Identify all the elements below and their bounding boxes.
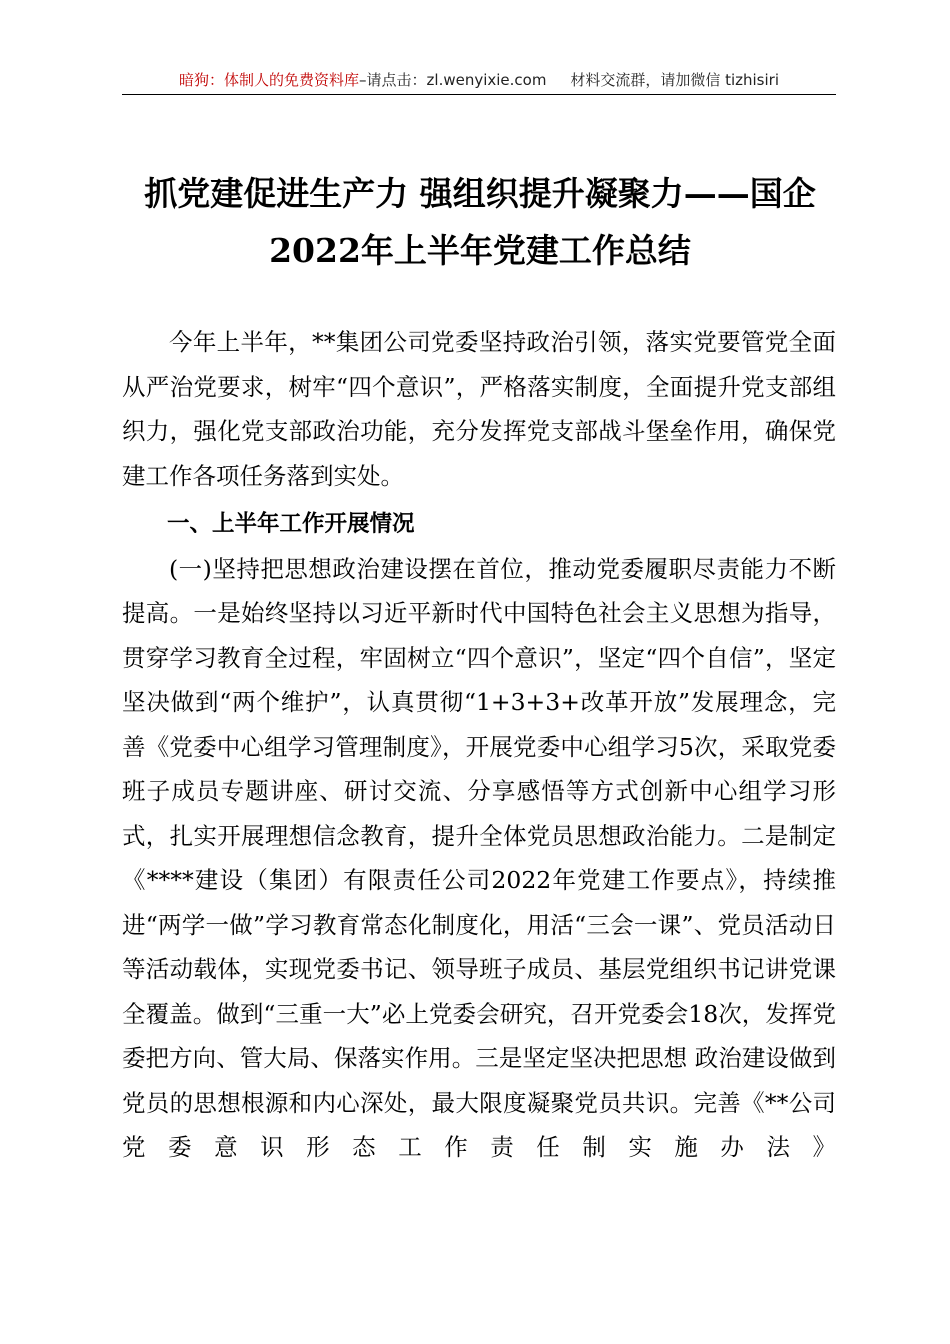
click-label: –请点击： xyxy=(359,71,427,89)
section-heading-1: 一、上半年工作开展情况 xyxy=(167,511,415,537)
document-title xyxy=(110,165,850,279)
section-1-paragraph-1: (一)坚持把思想政治建设摆在首位，推动党委履职尽责能力不断提高。一是始终坚持以习近平新时代中国特色社会主义思想为指导，贯穿学习教育全过程，牢固树立“四个意识”，坚定“四个自信”，坚定坚决做到“两个维护”，认真贯彻“1+3+3+改革开放”发展理念，完善《党委中心组学习管理制度》，开展党委中心组学习5次，采取党委班子成员专题讲座、研讨交流、分享感悟等方式创新中心组学习形式，扎实开展理想信念教育，提升全体党员思想政治能力。二是制定《****建设（集团）有限责任公司2022年党建工作要点》，持续推进“两学一做”学习教育常态化制度化，用活“三会一课”、党员活动日等活动载体，实现党委书记、领导班子成员、基层党组织书记讲党课全覆盖。做到“三重一大”必上党委会研究，召开党委会18次，发挥党委把方向、管大局、保落实作用。三是坚定坚决把思想 政治建设做到党员的思想根源和内心深处，最大限度凝聚党员共识。完善《**公司党委意识形态工作责任制实施办法》 xyxy=(122,554,836,1161)
header-spacer xyxy=(546,71,570,89)
title-line-1: 抓党建促进生产力 强组织提升凝聚力——国企 xyxy=(144,174,816,213)
page-header xyxy=(122,70,836,95)
document-body xyxy=(122,320,836,1170)
group-label: 材料交流群，请加微信 tizhisiri xyxy=(570,71,779,89)
title-line-2: 2022年上半年党建工作总结 xyxy=(269,231,691,270)
intro-paragraph: 今年上半年，**集团公司党委坚持政治引领，落实党要管党全面从严治党要求，树牢“四个意识”，严格落实制度，全面提升党支部组织力，强化党支部政治功能，充分发挥党支部战斗堡垒作用，确保党建工作各项任务落到实处。 xyxy=(122,328,836,490)
site-label: 暗狗：体制人的免费资料库 xyxy=(179,71,360,89)
site-url-link[interactable]: zl.wenyixie.com xyxy=(426,71,547,89)
